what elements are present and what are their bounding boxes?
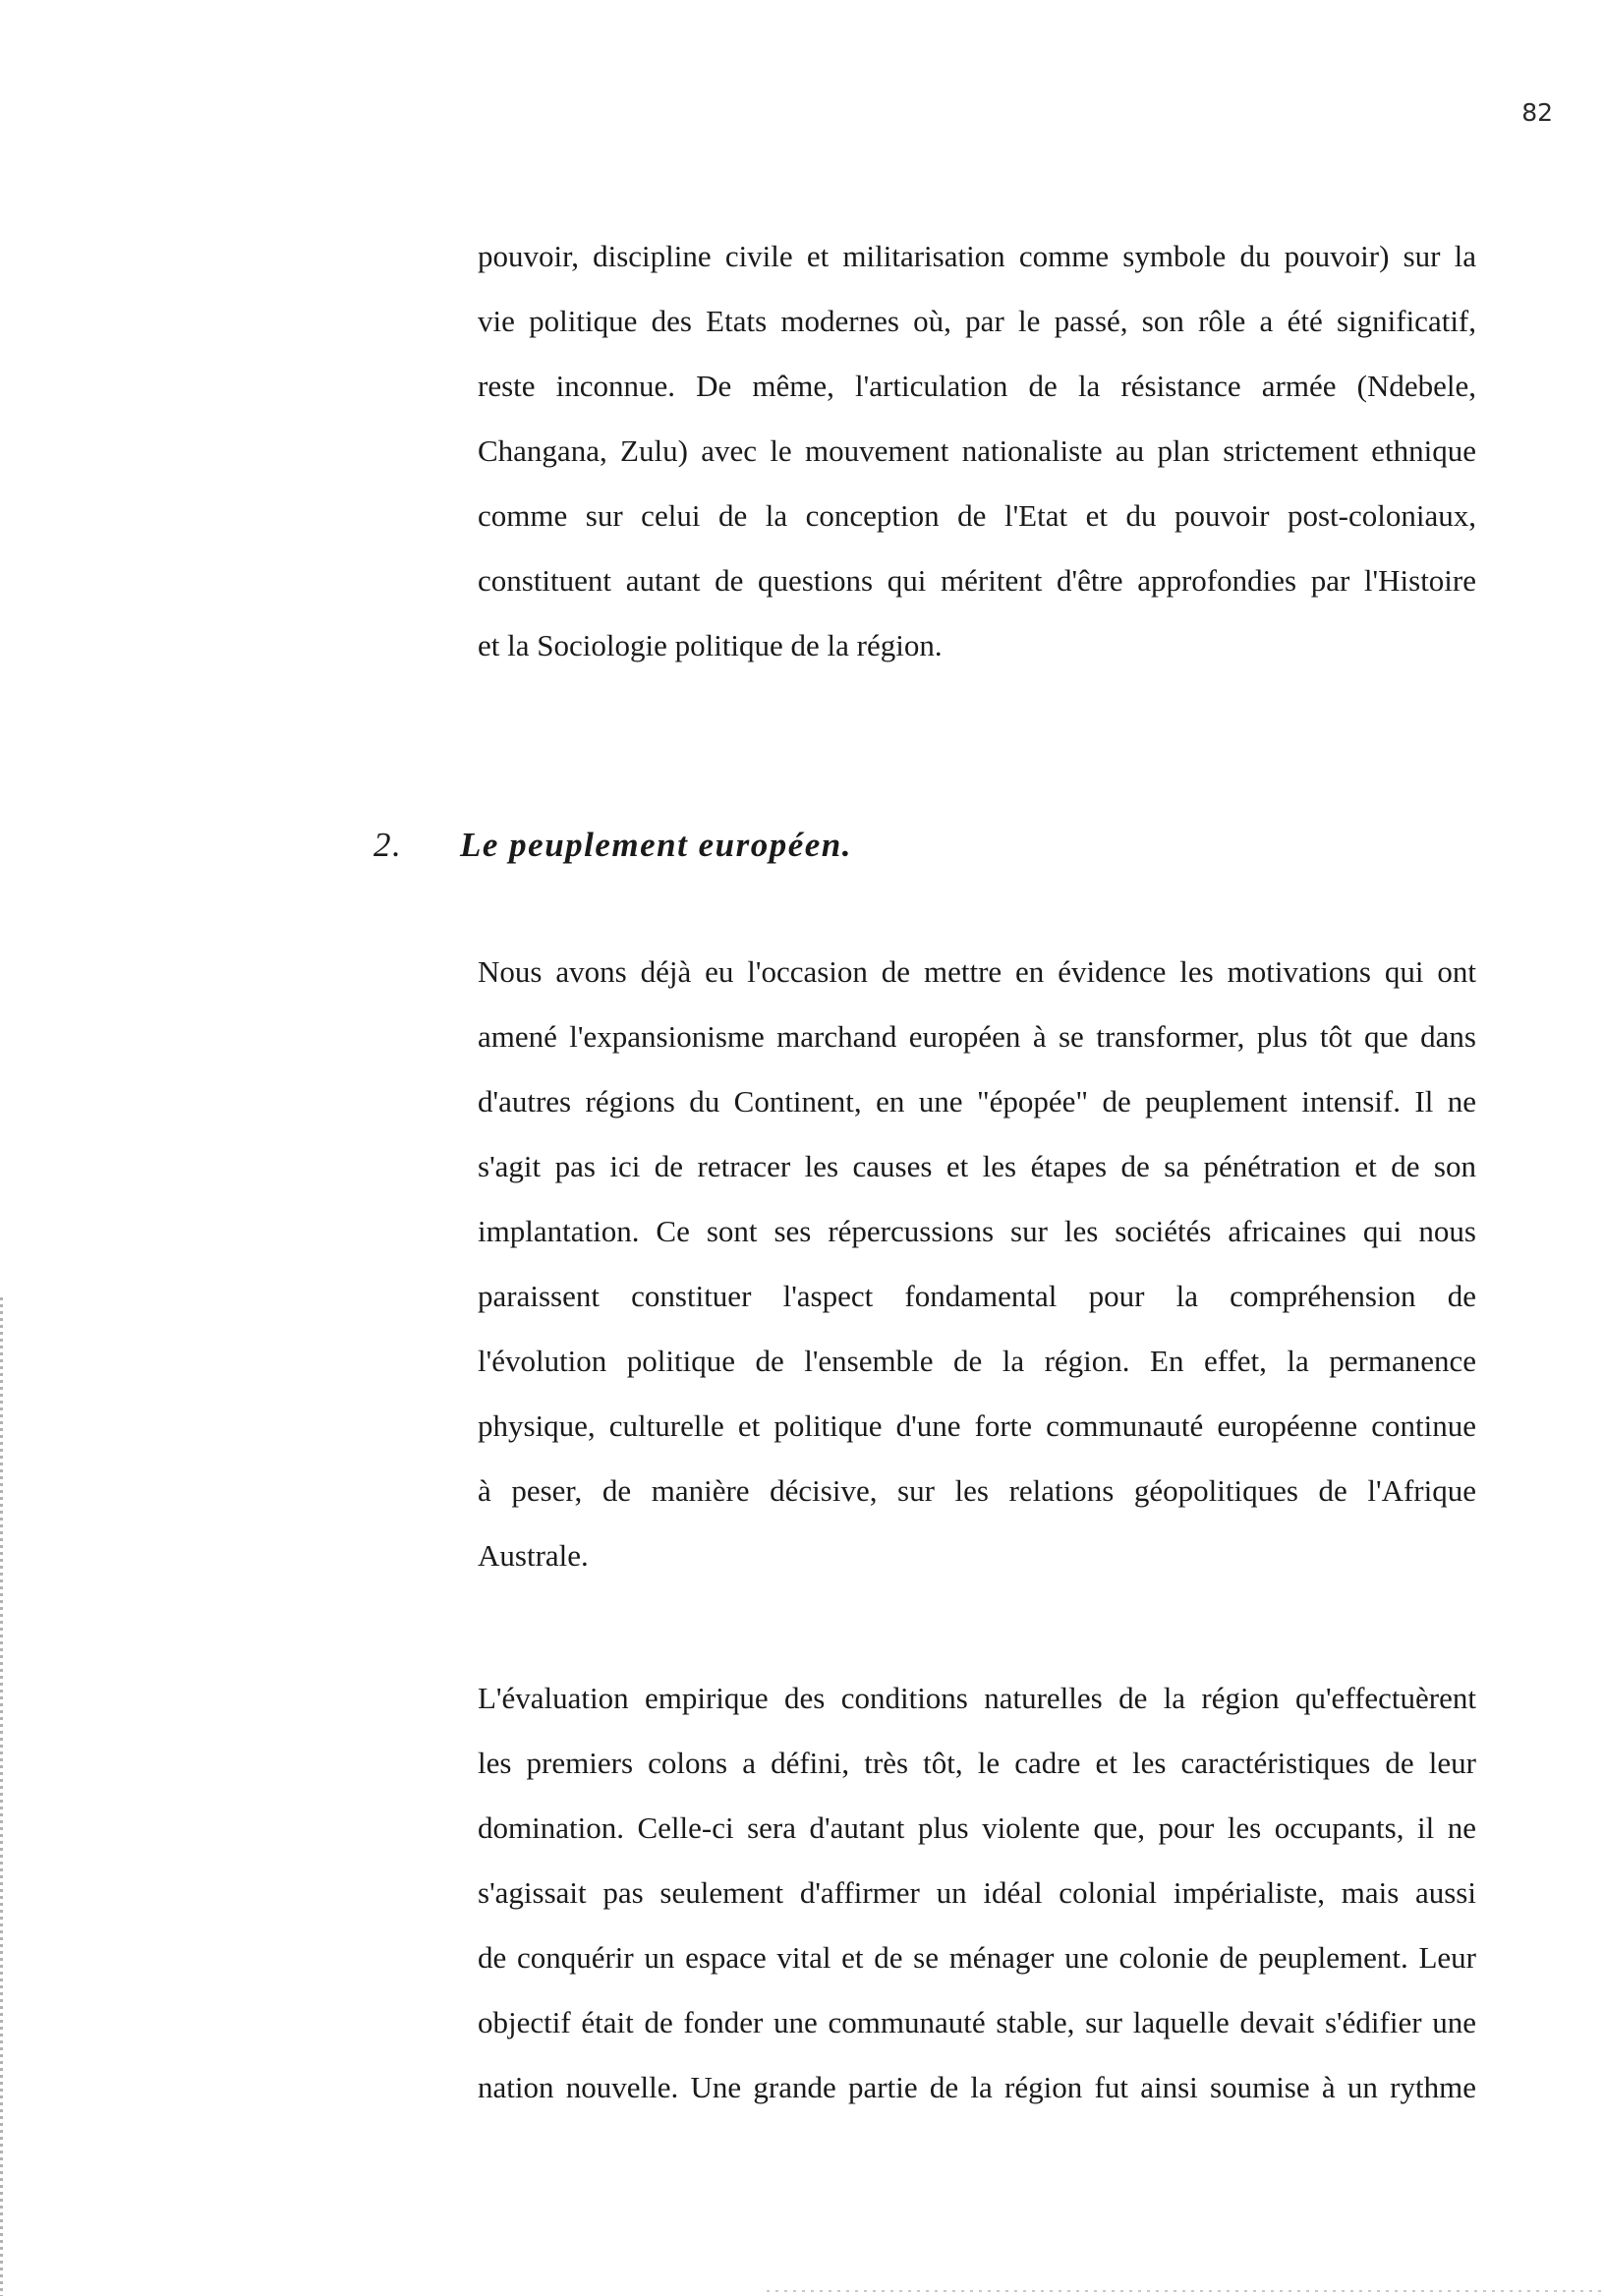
text-line: Australe. [478, 1538, 589, 1573]
text-line: pouvoir, discipline civile et militarisation comme symbole du pouvoir) sur la [478, 239, 1476, 273]
text-line: l'évolution politique de l'ensemble de la région. En effet, la permanence [478, 1344, 1476, 1378]
text-line: Nous avons déjà eu l'occasion de mettre en évidence les motivations qui ont [478, 954, 1476, 989]
text-line: Changana, Zulu) avec le mouvement nationaliste au plan strictement ethnique [478, 433, 1476, 468]
scan-edge-mark [0, 1297, 3, 2296]
text-line: domination. Celle-ci sera d'autant plus violente que, pour les occupants, il ne [478, 1810, 1476, 1845]
text-line: d'autres régions du Continent, en une "épopée" de peuplement intensif. Il ne [478, 1084, 1476, 1119]
paragraph-1 [478, 224, 1476, 678]
text-line: amené l'expansionisme marchand européen à se transformer, plus tôt que dans [478, 1019, 1476, 1054]
section-number: 2. [373, 826, 403, 864]
text-line: et la Sociologie politique de la région. [478, 628, 943, 662]
text-line: comme sur celui de la conception de l'Etat et du pouvoir post-coloniaux, [478, 498, 1476, 533]
text-line: physique, culturelle et politique d'une forte communauté européenne continue [478, 1408, 1476, 1443]
text-line: s'agit pas ici de retracer les causes et les étapes de sa pénétration et de son [478, 1149, 1476, 1183]
paragraph-2 [478, 940, 1476, 1588]
text-line: implantation. Ce sont ses répercussions sur les sociétés africaines qui nous [478, 1214, 1476, 1248]
text-line: s'agissait pas seulement d'affirmer un idéal colonial impérialiste, mais aussi [478, 1875, 1476, 1910]
section-heading [373, 826, 852, 865]
text-line: vie politique des Etats modernes où, par le passé, son rôle a été significatif, [478, 304, 1476, 338]
text-line: nation nouvelle. Une grande partie de la région fut ainsi soumise à un rythme [478, 2070, 1476, 2104]
section-title: Le peuplement européen. [460, 826, 853, 864]
scan-bottom-mark [767, 2290, 1602, 2292]
text-line: les premiers colons a défini, très tôt, le cadre et les caractéristiques de leur [478, 1746, 1476, 1780]
paragraph-3 [478, 1666, 1476, 2120]
text-line: de conquérir un espace vital et de se ménager une colonie de peuplement. Leur [478, 1940, 1476, 1975]
text-line: paraissent constituer l'aspect fondamental pour la compréhension de [478, 1279, 1476, 1313]
text-line: objectif était de fonder une communauté stable, sur laquelle devait s'édifier une [478, 2005, 1476, 2039]
text-line: constituent autant de questions qui méritent d'être approfondies par l'Histoire [478, 563, 1476, 598]
page-number: 82 [1521, 98, 1553, 127]
text-line: reste inconnue. De même, l'articulation de la résistance armée (Ndebele, [478, 369, 1476, 403]
text-line: L'évaluation empirique des conditions naturelles de la région qu'effectuèrent [478, 1681, 1476, 1715]
text-line: à peser, de manière décisive, sur les relations géopolitiques de l'Afrique [478, 1473, 1476, 1508]
